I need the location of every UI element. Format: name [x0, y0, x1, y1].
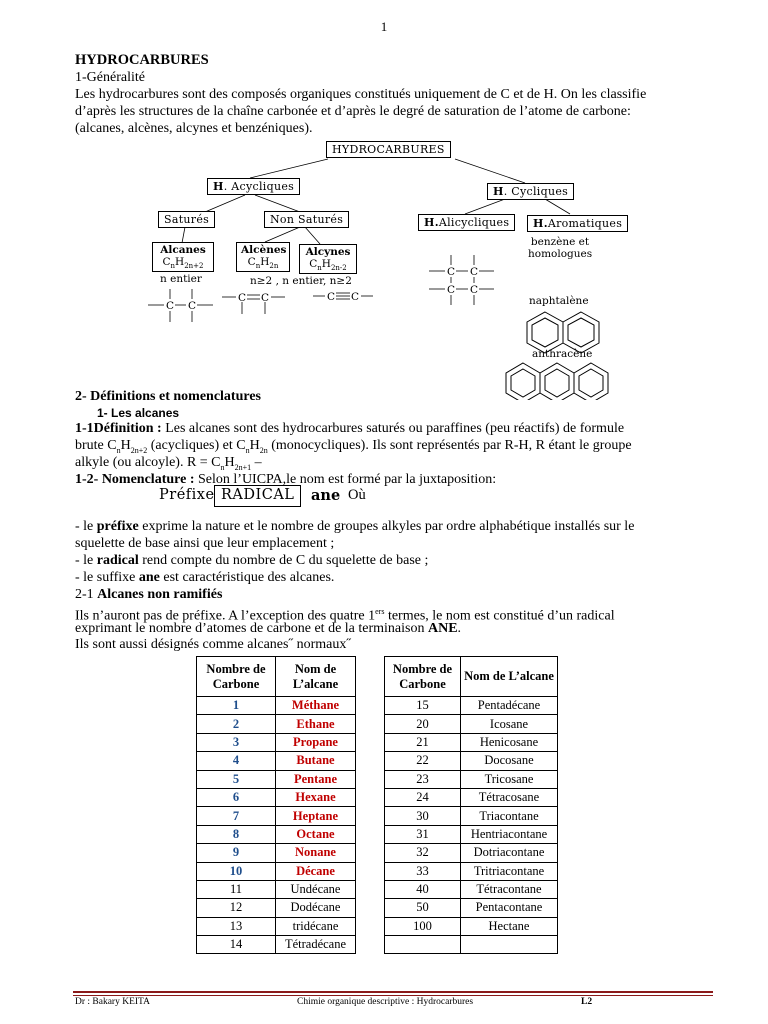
page-number: 1: [380, 19, 388, 34]
table-row: [197, 862, 356, 880]
alkane-name-cell: Butane: [276, 752, 356, 770]
connector-line: [255, 195, 300, 212]
alkane-name-cell: Henicosane: [461, 733, 558, 751]
alcanes-label: Alcanes: [160, 244, 206, 256]
table-row: [197, 697, 356, 715]
carbon-count-cell: 10: [197, 862, 276, 880]
page-title: HYDROCARBURES: [75, 52, 209, 68]
column-header: Nombre de Carbone: [385, 657, 461, 697]
alkane-name-cell: Pentane: [276, 770, 356, 788]
bullet-item: - le radical rend compte du nombre de C du squelette de base ;: [75, 553, 429, 568]
alkane-name-cell: Hentriacontane: [461, 825, 558, 843]
table-row: [197, 917, 356, 935]
carbon-count-cell: 21: [385, 733, 461, 751]
alkane-name-cell: Hectane: [461, 917, 558, 935]
footer-rule: [73, 995, 713, 996]
box-alcanes: [152, 242, 214, 272]
table-row: [385, 788, 558, 806]
table-row: [385, 733, 558, 751]
table-row: [197, 825, 356, 843]
carbon-count-cell: 1: [197, 697, 276, 715]
box-alcenes: [236, 242, 290, 272]
alcynes-label: Alcynes: [305, 246, 351, 258]
table-row: [197, 807, 356, 825]
carbon-count-cell: 13: [197, 917, 276, 935]
connector-line: [250, 159, 328, 178]
carbon-atom: C: [350, 291, 360, 303]
subsection-heading: 1- Les alcanes: [97, 406, 180, 420]
alkane-name-cell: [461, 936, 558, 954]
table-row: [197, 788, 356, 806]
connector-line: [455, 159, 525, 183]
table-row: [197, 733, 356, 751]
subsection-heading: 2-1 Alcanes non ramifiés: [75, 587, 223, 602]
footer-level: L2: [581, 997, 593, 1007]
node-cycliques: H. Cycliques: [487, 183, 574, 200]
alcenes-label: Alcènes: [241, 244, 287, 256]
carbon-atom: C: [237, 292, 247, 304]
paragraph-line: Ils sont aussi désignés comme alcanes˝ normaux˝: [75, 637, 352, 652]
ou-label: Où: [348, 487, 366, 503]
paragraph-line: Ils n’auront pas de préfixe. A l’exception des quatre 1ers termes, le nom est constitué d’un radical: [75, 607, 615, 624]
nomenclature-line: 1-2- Nomenclature : Selon l’UICPA,le nom est formé par la juxtaposition:: [75, 472, 497, 487]
carbon-count-cell: 5: [197, 770, 276, 788]
connector-line: [205, 195, 245, 212]
carbon-count-cell: 14: [197, 936, 276, 954]
alkane-name-cell: Undécane: [276, 880, 356, 898]
alkane-name-cell: Tritriacontane: [461, 862, 558, 880]
node-satures: Saturés: [158, 211, 215, 228]
anthracene-structure: [506, 363, 608, 400]
alcynes-formula: $C_nH_{2n-2}$: [309, 258, 347, 273]
bullet-item: squelette de base ainsi que leur emplacement ;: [75, 536, 335, 551]
alkane-name-cell: Heptane: [276, 807, 356, 825]
bullet-item: - le suffixe ane est caractéristique des alcanes.: [75, 570, 335, 585]
alkane-table-left: [196, 656, 356, 954]
carbon-count-cell: 3: [197, 733, 276, 751]
classification-diagram: [0, 0, 768, 400]
node-acycliques: H. Acycliques: [207, 178, 300, 195]
section-heading: 1-Généralité: [75, 70, 145, 85]
connector-line: [182, 227, 185, 243]
carbon-count-cell: 31: [385, 825, 461, 843]
table-row: [197, 844, 356, 862]
carbon-count-cell: 33: [385, 862, 461, 880]
connector-line: [305, 227, 320, 244]
table-row: [385, 936, 558, 954]
carbon-count-cell: 40: [385, 880, 461, 898]
table-row: [385, 752, 558, 770]
alkane-name-cell: Dotriacontane: [461, 844, 558, 862]
node-aromatiques: H.Aromatiques: [527, 215, 628, 232]
carbon-count-cell: 100: [385, 917, 461, 935]
carbon-count-cell: 2: [197, 715, 276, 733]
carbon-count-cell: [385, 936, 461, 954]
alkane-name-cell: Décane: [276, 862, 356, 880]
definition-line: brute $C_nH_{2n+2}$ (acycliques) et $C_nH_{2n}$ (monocycliques). Ils sont représentés par R-H, R étant le groupe: [75, 438, 632, 455]
carbon-count-cell: 23: [385, 770, 461, 788]
alkane-name-cell: Tétracontane: [461, 880, 558, 898]
carbon-count-cell: 15: [385, 697, 461, 715]
carbon-count-cell: 24: [385, 788, 461, 806]
box-alcynes: [299, 244, 357, 274]
table-row: [385, 715, 558, 733]
table-row: [385, 807, 558, 825]
carbon-count-cell: 7: [197, 807, 276, 825]
footer-course: Chimie organique descriptive : Hydrocarbures: [297, 997, 474, 1007]
alcenes-alcynes-note: n≥2 , n entier, n≥2: [250, 275, 352, 287]
carbon-count-cell: 32: [385, 844, 461, 862]
carbon-count-cell: 4: [197, 752, 276, 770]
node-alicycliques: H.Alicycliques: [418, 214, 515, 231]
alkane-name-cell: Nonane: [276, 844, 356, 862]
carbon-atom: C: [326, 291, 336, 303]
benzene-label: benzène et homologues: [528, 236, 593, 260]
alkane-name-cell: Ethane: [276, 715, 356, 733]
suffix-label: ane: [311, 487, 341, 504]
definition-line: alkyle (ou alcoyle). $R = C_nH_{2n+1}$ –: [75, 455, 262, 472]
carbon-count-cell: 30: [385, 807, 461, 825]
column-header: Nombre de Carbone: [197, 657, 276, 697]
alkane-name-cell: Dodécane: [276, 899, 356, 917]
radical-box: RADICAL: [214, 485, 301, 507]
naphthalene-structure: [527, 312, 599, 353]
alcanes-formula: $C_nH_{2n+2}$: [162, 256, 204, 271]
alkane-table-right: [384, 656, 558, 954]
carbon-count-cell: 6: [197, 788, 276, 806]
alkane-name-cell: Icosane: [461, 715, 558, 733]
table-row: [197, 752, 356, 770]
table-row: [385, 862, 558, 880]
table-row: [385, 697, 558, 715]
anthracene-label: anthracène: [532, 348, 593, 360]
alkane-name-cell: Tricosane: [461, 770, 558, 788]
alkane-name-cell: Méthane: [276, 697, 356, 715]
table-row: [197, 880, 356, 898]
paragraph-line: Les hydrocarbures sont des composés organiques constitués uniquement de C et de H. On les classifie: [75, 87, 647, 102]
carbon-atom: C: [165, 300, 175, 312]
paragraph-line: d’après les structures de la chaîne carbonée et d’après le degré de saturation de l’atome de carbone:: [75, 104, 631, 119]
alkane-name-cell: Docosane: [461, 752, 558, 770]
table-row: [197, 770, 356, 788]
carbon-count-cell: 20: [385, 715, 461, 733]
alkane-name-cell: Octane: [276, 825, 356, 843]
alkane-name-cell: tridécane: [276, 917, 356, 935]
connector-line: [265, 227, 300, 242]
alkane-name-cell: Tétradécane: [276, 936, 356, 954]
connector-line: [545, 199, 570, 214]
column-header: Nom de L’alcane: [461, 657, 558, 697]
alcanes-note: n entier: [160, 273, 202, 285]
alcenes-formula: $C_nH_{2n}$: [247, 256, 279, 271]
carbon-atom: C: [469, 266, 479, 278]
table-row: [197, 715, 356, 733]
definition-line: 1-1Définition : Les alcanes sont des hydrocarbures saturés ou paraffines (peu réactifs) de formule: [75, 421, 625, 436]
table-row: [385, 844, 558, 862]
carbon-count-cell: 8: [197, 825, 276, 843]
table-row: [197, 899, 356, 917]
table-row: [197, 936, 356, 954]
carbon-atom: C: [260, 292, 270, 304]
carbon-count-cell: 11: [197, 880, 276, 898]
table-row: [385, 899, 558, 917]
carbon-count-cell: 12: [197, 899, 276, 917]
node-non-satures: Non Saturés: [264, 211, 349, 228]
node-hydrocarbures: HYDROCARBURES: [326, 141, 451, 158]
alkane-name-cell: Tétracosane: [461, 788, 558, 806]
alkane-name-cell: Pentacontane: [461, 899, 558, 917]
paragraph-line: (alcanes, alcènes, alcynes et benzéniques).: [75, 121, 313, 136]
section-heading: 2- Définitions et nomenclatures: [75, 389, 261, 404]
table-row: [385, 770, 558, 788]
footer-rule: [73, 991, 713, 993]
carbon-atom: C: [446, 266, 456, 278]
carbon-atom: C: [187, 300, 197, 312]
connector-line: [465, 199, 505, 214]
carbon-count-cell: 9: [197, 844, 276, 862]
alkane-name-cell: Pentadécane: [461, 697, 558, 715]
carbon-count-cell: 22: [385, 752, 461, 770]
alkane-name-cell: Hexane: [276, 788, 356, 806]
table-row: [385, 917, 558, 935]
naphtalene-label: naphtalène: [529, 295, 589, 307]
column-header: Nom de L’alcane: [276, 657, 356, 697]
table-row: [385, 880, 558, 898]
alkane-name-cell: Propane: [276, 733, 356, 751]
bullet-item: - le préfixe exprime la nature et le nombre de groupes alkyles par ordre alphabétique installés sur le: [75, 519, 635, 534]
carbon-atom: C: [469, 284, 479, 296]
alkane-name-cell: Triacontane: [461, 807, 558, 825]
paragraph-line: exprimant le nombre d’atomes de carbone et de la terminaison ANE.: [75, 621, 462, 636]
prefix-label: Préfixe: [159, 487, 215, 503]
carbon-atom: C: [446, 284, 456, 296]
table-row: [385, 825, 558, 843]
footer-author: Dr : Bakary KEITA: [75, 997, 150, 1007]
carbon-count-cell: 50: [385, 899, 461, 917]
